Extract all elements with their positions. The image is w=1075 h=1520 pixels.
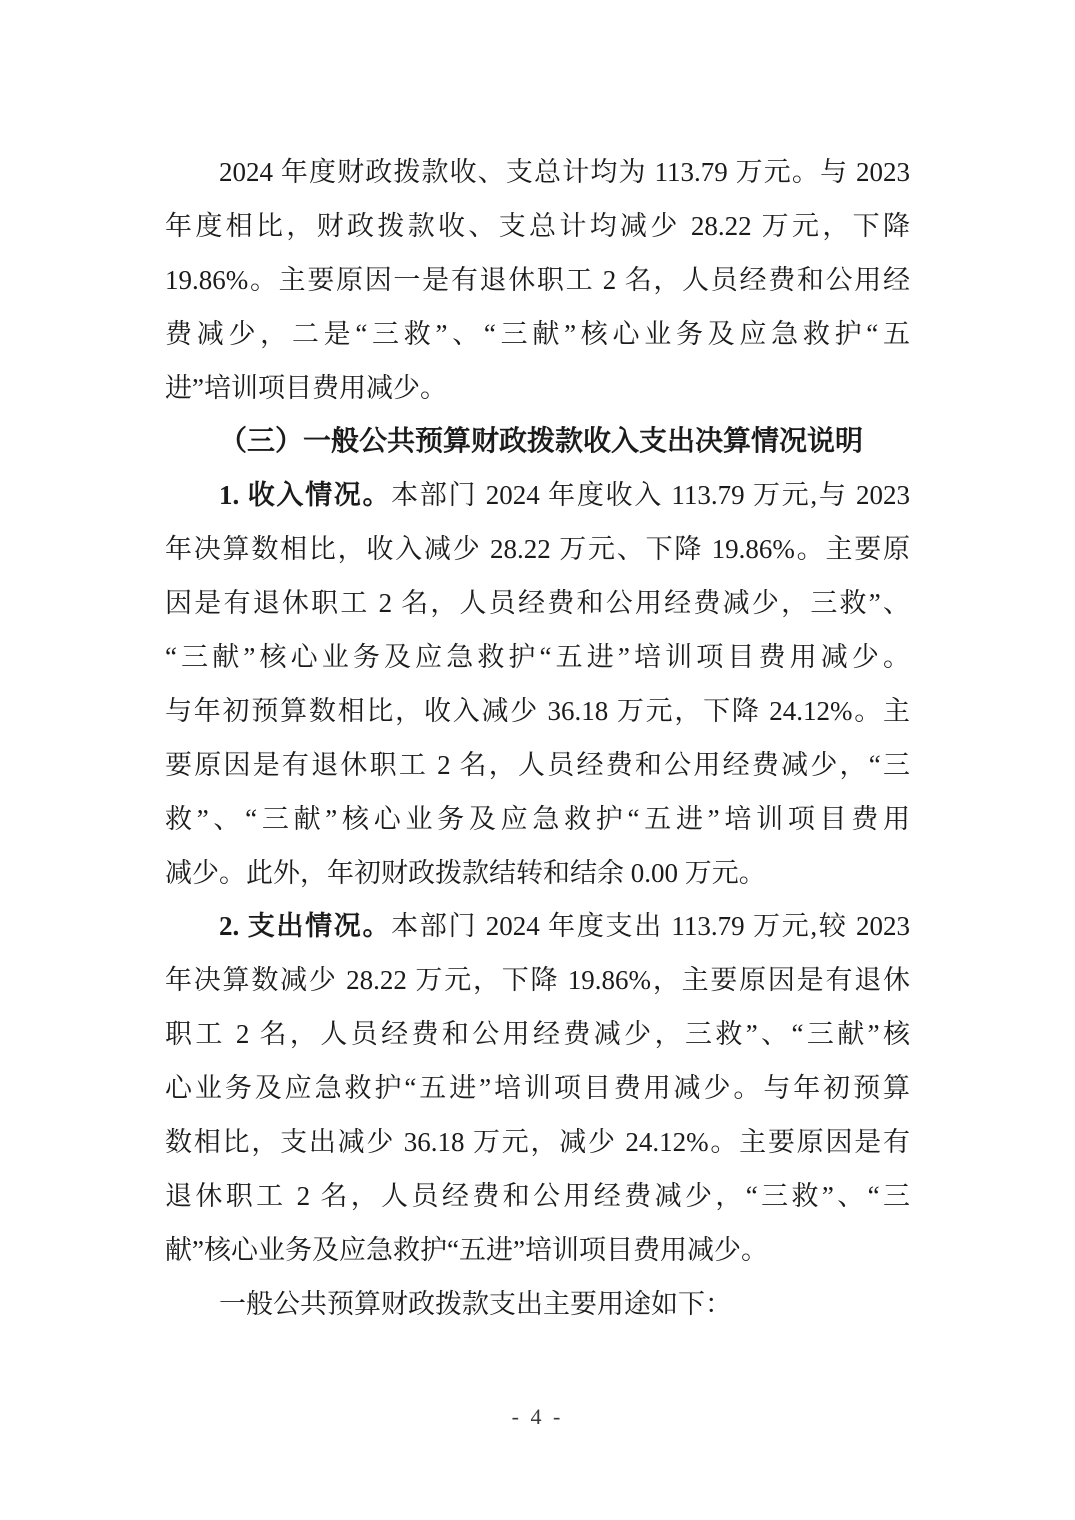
text-segment: 本部门 2024 年度收入 113.79 万元,与 2023	[391, 480, 910, 511]
text-segment: 因是有退休职工 2 名，人员经费和公用经费减少，三救”、	[165, 588, 910, 619]
expenditure-usage-intro-paragraph-line	[165, 1278, 910, 1332]
bold-text-segment: 2. 支出情况。	[219, 911, 392, 942]
page-number: - 4 -	[511, 1404, 564, 1429]
text-segment: 退休职工 2 名，人员经费和公用经费减少，“三救”、“三	[165, 1180, 910, 1211]
income-situation-paragraph-line	[165, 793, 910, 847]
text-segment: 要原因是有退休职工 2 名，人员经费和公用经费减少，“三	[165, 749, 910, 780]
income-situation-paragraph-line	[165, 523, 910, 577]
text-segment: 职工 2 名，人员经费和公用经费减少，三救”、“三献”核	[165, 1019, 910, 1050]
text-segment: 进”培训项目费用减少。	[165, 372, 447, 403]
document-body	[165, 146, 910, 1332]
expenditure-situation-paragraph-line	[165, 1116, 910, 1170]
fiscal-appropriation-summary-paragraph-line	[165, 200, 910, 254]
text-segment: 年决算数减少 28.22 万元，下降 19.86%，主要原因是有退休	[165, 965, 910, 996]
income-situation-paragraph-line	[165, 847, 910, 901]
text-segment: 减少。此外，年初财政拨款结转和结余 0.00 万元。	[165, 857, 766, 888]
income-situation-paragraph-line	[165, 739, 910, 793]
text-segment: 心业务及应急救护“五进”培训项目费用减少。与年初预算	[165, 1073, 910, 1104]
bold-text-segment: 1. 收入情况。	[219, 480, 392, 511]
text-segment: 救”、“三献”核心业务及应急救护“五进”培训项目费用	[165, 803, 910, 834]
text-segment: 本部门 2024 年度支出 113.79 万元,较 2023	[391, 911, 910, 942]
text-segment: 一般公共预算财政拨款支出主要用途如下：	[219, 1288, 732, 1319]
income-situation-paragraph-line	[165, 469, 910, 523]
fiscal-appropriation-summary-paragraph-line	[165, 254, 910, 308]
income-situation-paragraph-line	[165, 577, 910, 631]
income-situation-paragraph-line	[165, 685, 910, 739]
text-segment: 费减少，二是“三救”、“三献”核心业务及应急救护“五	[165, 318, 910, 349]
income-situation-paragraph-line	[165, 631, 910, 685]
expenditure-situation-paragraph-line	[165, 900, 910, 954]
fiscal-appropriation-summary-paragraph-line	[165, 362, 910, 416]
expenditure-situation-paragraph-line	[165, 1224, 910, 1278]
text-segment: 年度相比，财政拨款收、支总计均减少 28.22 万元，下降	[165, 210, 910, 241]
section-heading-line	[165, 415, 910, 469]
expenditure-situation-paragraph-line	[165, 1170, 910, 1224]
text-segment: 19.86%。主要原因一是有退休职工 2 名，人员经费和公用经	[165, 264, 910, 295]
text-segment: 年决算数相比，收入减少 28.22 万元、下降 19.86%。主要原	[165, 534, 910, 565]
expenditure-situation-paragraph-line	[165, 1008, 910, 1062]
text-segment: 数相比，支出减少 36.18 万元，减少 24.12%。主要原因是有	[165, 1127, 910, 1158]
text-segment: 与年初预算数相比，收入减少 36.18 万元，下降 24.12%。主	[165, 695, 910, 726]
fiscal-appropriation-summary-paragraph-line	[165, 308, 910, 362]
fiscal-appropriation-summary-paragraph-line	[165, 146, 910, 200]
expenditure-situation-paragraph-line	[165, 1062, 910, 1116]
text-segment: 献”核心业务及应急救护“五进”培训项目费用减少。	[165, 1234, 768, 1265]
text-segment: 2024 年度财政拨款收、支总计均为 113.79 万元。与 2023	[219, 157, 910, 187]
bold-text-segment: （三）一般公共预算财政拨款收入支出决算情况说明	[219, 426, 864, 458]
text-segment: “三献”核心业务及应急救护“五进”培训项目费用减少。	[165, 642, 910, 673]
expenditure-situation-paragraph-line	[165, 954, 910, 1008]
